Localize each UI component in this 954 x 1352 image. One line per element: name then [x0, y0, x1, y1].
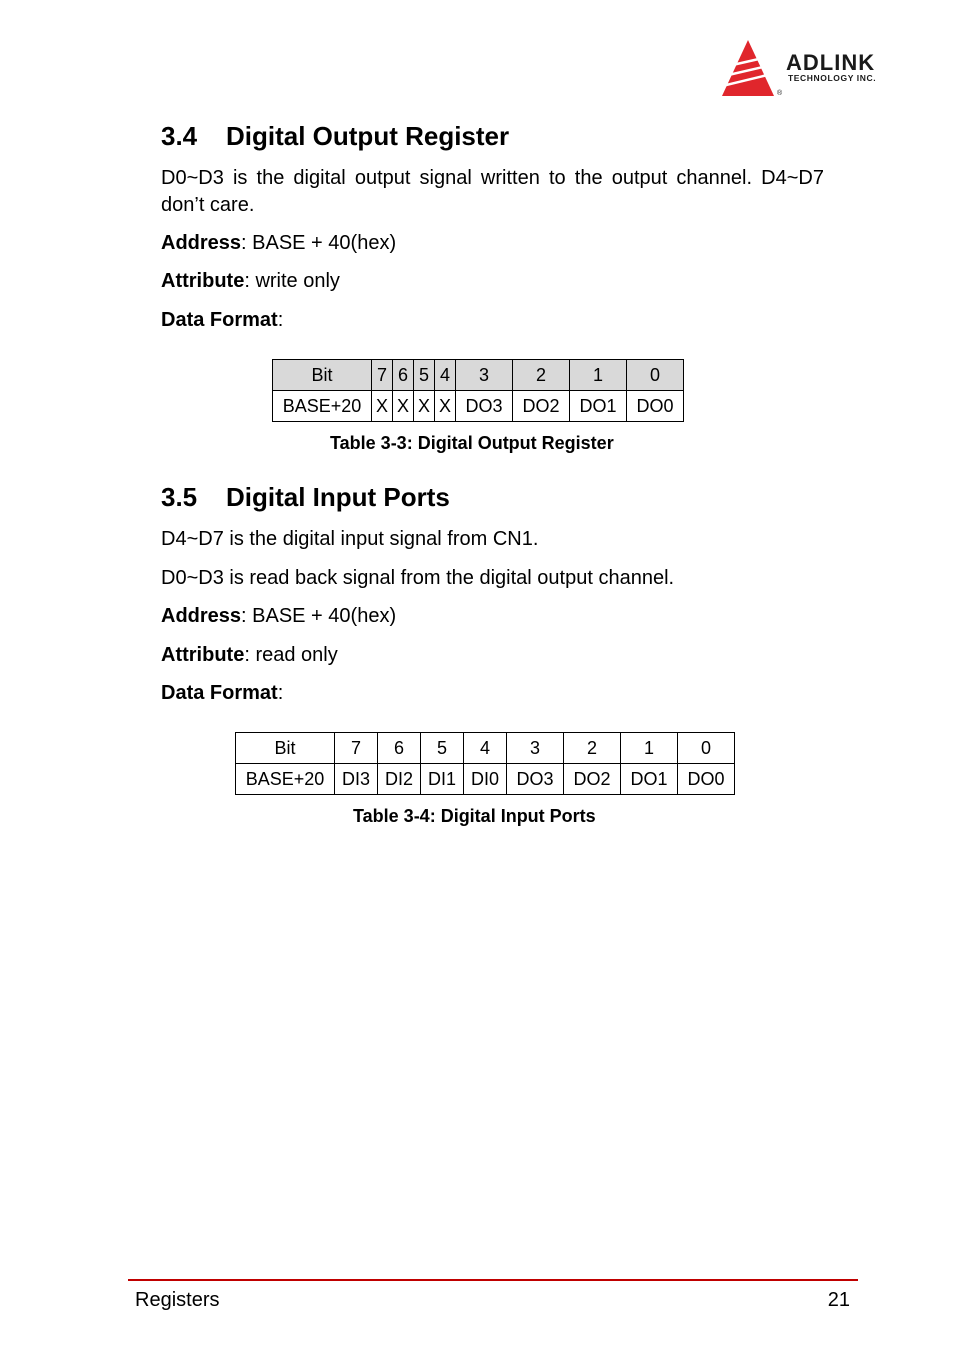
- table-cell: DO0: [627, 391, 684, 422]
- table-cell: DI0: [464, 764, 507, 795]
- digital-input-ports-table: [235, 732, 735, 795]
- footer-divider: [128, 1279, 858, 1281]
- table-cell: DO2: [564, 764, 621, 795]
- table-cell: DO3: [456, 391, 513, 422]
- section-number: 3.5: [161, 482, 198, 512]
- table-caption-3-4: Table 3-4: Digital Input Ports: [353, 806, 596, 826]
- table-cell: X: [393, 391, 414, 422]
- table-cell: 7: [372, 360, 393, 391]
- section-3-5-description-1: D4~D7 is the digital input signal from CN1.: [161, 528, 539, 550]
- table-cell: 4: [464, 733, 507, 764]
- address-line-3-4: [161, 230, 824, 257]
- attribute-label: Attribute: [161, 644, 245, 666]
- data-format-label: Data Format: [161, 309, 278, 331]
- table-cell: DO3: [507, 764, 564, 795]
- page-number: 21: [827, 1289, 850, 1311]
- table-header-row: [273, 360, 684, 391]
- table-cell: DI3: [335, 764, 378, 795]
- attribute-label: Attribute: [161, 270, 245, 292]
- table-cell: 1: [570, 360, 627, 391]
- table-cell: 4: [435, 360, 456, 391]
- table-cell: 2: [564, 733, 621, 764]
- section-heading-3-4: [161, 121, 509, 151]
- table-cell: DO0: [678, 764, 735, 795]
- table-cell: DI1: [421, 764, 464, 795]
- attribute-value: : write only: [244, 270, 340, 292]
- table-cell: Bit: [236, 733, 335, 764]
- section-title: Digital Output Register: [226, 121, 510, 151]
- logo-subtitle: TECHNOLOGY INC.: [788, 73, 877, 83]
- table-row: [273, 391, 684, 422]
- table-cell: 3: [507, 733, 564, 764]
- footer-chapter-name: Registers: [135, 1289, 220, 1311]
- data-format-colon: :: [277, 309, 284, 331]
- table-cell: 1: [621, 733, 678, 764]
- attribute-value: : read only: [244, 644, 338, 666]
- table-cell: 3: [456, 360, 513, 391]
- attribute-line-3-4: [161, 268, 824, 295]
- section-heading-3-5: [161, 482, 450, 512]
- data-format-line-3-5: [161, 680, 824, 707]
- table-header-row: [236, 733, 735, 764]
- data-format-line-3-4: [161, 307, 824, 334]
- logo-wordmark: ADLINK: [786, 50, 876, 75]
- logo-registered-mark: ®: [777, 90, 783, 97]
- address-label: Address: [161, 605, 242, 627]
- address-value: : BASE + 40(hex): [241, 232, 397, 254]
- section-number: 3.4: [161, 121, 198, 151]
- data-format-colon: :: [277, 682, 284, 704]
- table-cell: 6: [378, 733, 421, 764]
- table-row: [236, 764, 735, 795]
- table-cell: X: [372, 391, 393, 422]
- address-value: : BASE + 40(hex): [241, 605, 397, 627]
- address-label: Address: [161, 232, 242, 254]
- table-cell: BASE+20: [236, 764, 335, 795]
- adlink-triangle-logo-icon: [722, 38, 782, 100]
- section-3-5-description-2: D0~D3 is read back signal from the digital output channel.: [161, 567, 675, 589]
- table-caption-3-3: Table 3-3: Digital Output Register: [330, 433, 614, 453]
- table-cell: Bit: [273, 360, 372, 391]
- table-cell: 5: [414, 360, 435, 391]
- table-cell: DO1: [570, 391, 627, 422]
- table-cell: X: [414, 391, 435, 422]
- table-cell: 6: [393, 360, 414, 391]
- table-cell: X: [435, 391, 456, 422]
- table-cell: 7: [335, 733, 378, 764]
- digital-output-register-table: [272, 359, 684, 422]
- table-cell: DO2: [513, 391, 570, 422]
- data-format-label: Data Format: [161, 682, 278, 704]
- table-cell: 0: [627, 360, 684, 391]
- table-cell: 5: [421, 733, 464, 764]
- table-cell: 2: [513, 360, 570, 391]
- attribute-line-3-5: [161, 642, 824, 669]
- table-cell: DO1: [621, 764, 678, 795]
- address-line-3-5: [161, 603, 824, 630]
- section-3-4-description: D0~D3 is the digital output signal written to the output channel. D4~D7 don’t care.: [161, 167, 824, 216]
- table-cell: BASE+20: [273, 391, 372, 422]
- table-cell: DI2: [378, 764, 421, 795]
- section-title: Digital Input Ports: [226, 482, 450, 512]
- adlink-logo: [722, 38, 912, 100]
- table-cell: 0: [678, 733, 735, 764]
